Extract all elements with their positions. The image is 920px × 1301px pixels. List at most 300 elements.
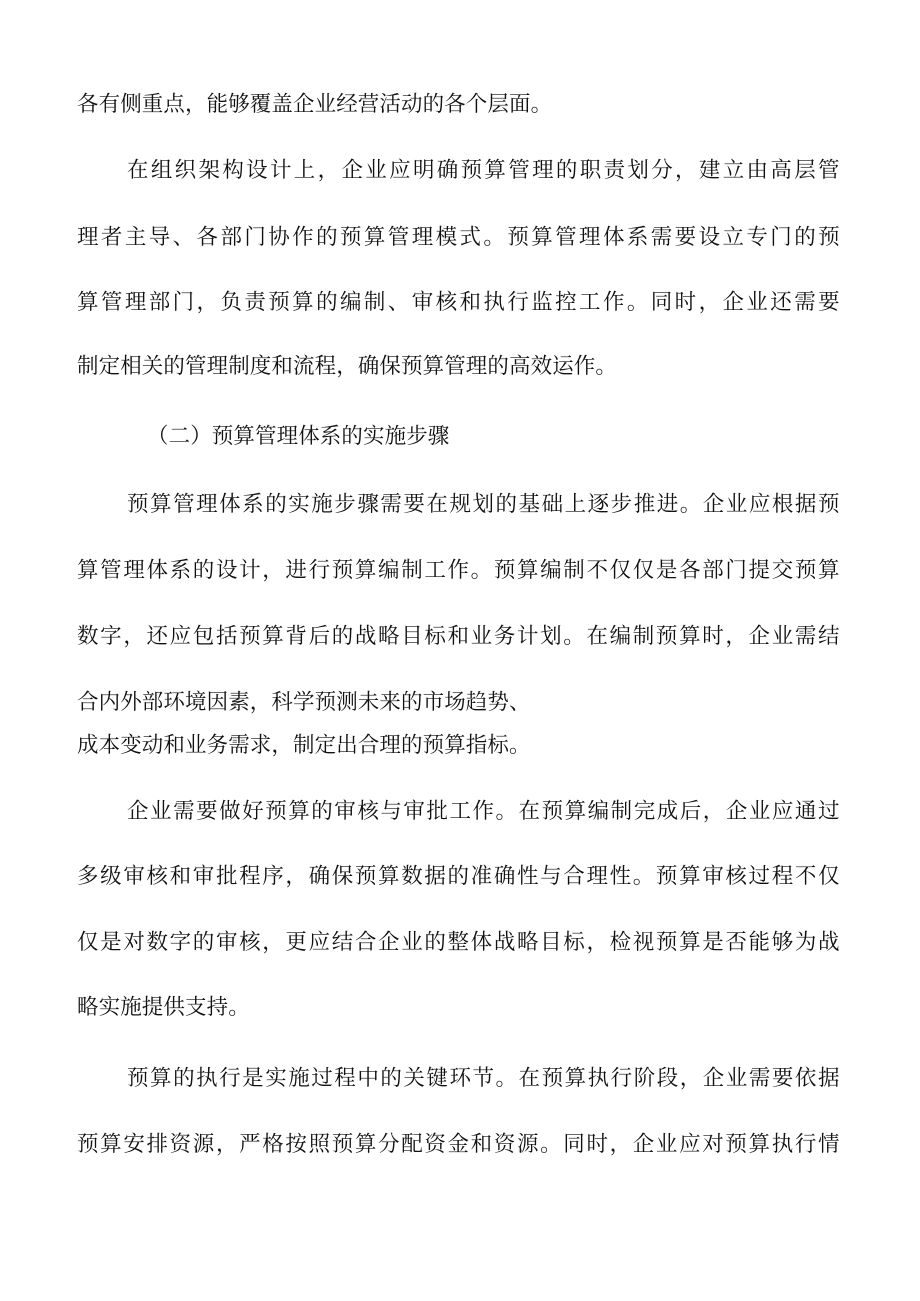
- text-glyph: 预: [507, 225, 529, 250]
- text-glyph: 核: [239, 930, 261, 955]
- body-text-line: 各有侧重点，能够覆盖企业经营活动的各个层面。: [77, 92, 553, 117]
- text-glyph: 、: [387, 290, 410, 315]
- text-glyph: 算: [679, 864, 701, 889]
- text-glyph: 立: [722, 225, 745, 250]
- text-glyph: 制: [401, 558, 423, 583]
- text-glyph: 行: [219, 1066, 241, 1091]
- text-glyph: 门: [725, 558, 747, 583]
- text-glyph: 需: [650, 225, 673, 250]
- text-glyph: 准: [470, 864, 493, 889]
- text-glyph: 情: [818, 1132, 840, 1157]
- text-glyph: 制: [363, 290, 386, 315]
- body-text-line: [77, 223, 840, 253]
- text-glyph: 预: [127, 492, 149, 517]
- text-glyph: 执: [771, 1132, 794, 1157]
- text-glyph: 部: [148, 290, 171, 315]
- text-glyph: 高: [770, 158, 792, 183]
- text-glyph: ，: [123, 624, 145, 649]
- text-glyph: 行: [507, 290, 529, 315]
- text-glyph: 分: [378, 1132, 400, 1157]
- text-glyph: 合: [563, 864, 585, 889]
- text-glyph: 预: [239, 624, 261, 649]
- text-glyph: 预: [541, 1066, 564, 1091]
- text-glyph: 式: [459, 225, 482, 250]
- text-glyph: ，: [317, 158, 340, 183]
- text-glyph: 资: [169, 1132, 192, 1157]
- text-glyph: 不: [794, 864, 817, 889]
- text-glyph: 逐: [587, 492, 610, 517]
- text-glyph: 作: [292, 225, 314, 250]
- text-glyph: 核: [357, 799, 379, 824]
- text-glyph: 据: [424, 864, 446, 889]
- text-glyph: 后: [308, 624, 331, 649]
- text-glyph: 预: [818, 225, 840, 250]
- paragraph-first-line: [127, 156, 840, 186]
- text-glyph: 。: [495, 1066, 518, 1091]
- text-glyph: 作: [472, 799, 495, 824]
- text-glyph: 排: [146, 1132, 169, 1157]
- body-text-line: 制定相关的管理制度和流程，确保预算管理的高效运作。: [77, 354, 618, 379]
- text-glyph: 数: [146, 930, 169, 955]
- body-text-line: 成本变动和业务需求，制定出合理的预算指标。: [77, 733, 531, 758]
- text-glyph: 执: [196, 1066, 218, 1091]
- text-glyph: 仅: [609, 558, 632, 583]
- text-glyph: 程: [239, 864, 261, 889]
- text-glyph: 完: [633, 799, 656, 824]
- text-glyph: 企: [702, 492, 725, 517]
- text-glyph: 需: [380, 492, 402, 517]
- text-glyph: 预: [655, 624, 678, 649]
- text-glyph: 算: [378, 864, 400, 889]
- text-glyph: 的: [192, 930, 215, 955]
- text-glyph: 字: [100, 624, 122, 649]
- text-glyph: 编: [378, 558, 400, 583]
- text-glyph: 企: [702, 1066, 725, 1091]
- text-glyph: 算: [77, 290, 99, 315]
- text-glyph: 需: [794, 624, 817, 649]
- text-glyph: 应: [679, 1132, 701, 1157]
- text-glyph: 审: [403, 799, 425, 824]
- text-glyph: 体: [470, 930, 493, 955]
- text-glyph: 。: [679, 492, 702, 517]
- text-glyph: 算: [679, 624, 701, 649]
- text-glyph: 略: [378, 624, 400, 649]
- text-glyph: 预: [265, 799, 287, 824]
- text-glyph: 格: [262, 1132, 284, 1157]
- text-glyph: 门: [770, 225, 792, 250]
- text-glyph: 对: [702, 1132, 724, 1157]
- text-glyph: 保: [331, 864, 354, 889]
- text-glyph: ，: [262, 930, 284, 955]
- text-glyph: ，: [725, 624, 747, 649]
- text-glyph: 各: [679, 558, 701, 583]
- text-glyph: 管: [508, 158, 530, 183]
- text-glyph: 好: [242, 799, 264, 824]
- text-glyph: ，: [262, 558, 284, 583]
- text-glyph: 资: [493, 1132, 516, 1157]
- text-glyph: 责: [603, 158, 626, 183]
- text-glyph: 据: [794, 492, 817, 517]
- text-glyph: 监: [531, 290, 553, 315]
- text-glyph: 与: [380, 799, 402, 824]
- text-glyph: 算: [748, 1132, 771, 1157]
- text-glyph: 业: [401, 930, 423, 955]
- text-glyph: 的: [316, 225, 338, 250]
- text-glyph: ，: [285, 864, 308, 889]
- body-text-line: [77, 288, 840, 318]
- text-glyph: 行: [610, 1066, 633, 1091]
- text-glyph: 理: [411, 225, 434, 250]
- text-glyph: 预: [339, 225, 362, 250]
- text-glyph: 管: [818, 158, 840, 183]
- text-glyph: 施: [288, 1066, 310, 1091]
- text-glyph: 管: [100, 290, 123, 315]
- text-glyph: 批: [426, 799, 449, 824]
- text-glyph: 包: [192, 624, 215, 649]
- body-text-line: [77, 862, 840, 892]
- text-glyph: 按: [285, 1132, 308, 1157]
- text-glyph: 审: [123, 864, 145, 889]
- text-glyph: 上: [564, 492, 587, 517]
- text-glyph: 划: [627, 158, 649, 183]
- text-glyph: 实: [288, 492, 310, 517]
- text-glyph: ，: [196, 290, 219, 315]
- text-glyph: 计: [239, 558, 261, 583]
- text-glyph: 是: [655, 558, 678, 583]
- text-glyph: 环: [449, 1066, 472, 1091]
- text-glyph: 在: [518, 1066, 541, 1091]
- text-glyph: 需: [794, 290, 816, 315]
- text-glyph: 业: [771, 624, 794, 649]
- text-glyph: 门: [172, 290, 195, 315]
- text-glyph: 体: [146, 558, 169, 583]
- text-glyph: 预: [794, 558, 817, 583]
- text-glyph: 算: [100, 1132, 122, 1157]
- text-glyph: 部: [220, 225, 243, 250]
- text-glyph: 要: [818, 290, 840, 315]
- text-glyph: 预: [460, 158, 483, 183]
- text-glyph: 过: [311, 1066, 333, 1091]
- text-glyph: 多: [77, 864, 99, 889]
- text-glyph: 审: [192, 864, 215, 889]
- paragraph-first-line: [127, 797, 840, 827]
- text-glyph: 的: [192, 558, 215, 583]
- text-glyph: 算: [77, 558, 99, 583]
- text-glyph: 建: [698, 158, 721, 183]
- text-glyph: 系: [169, 558, 192, 583]
- text-glyph: 企: [725, 799, 748, 824]
- text-glyph: 源: [192, 1132, 215, 1157]
- text-glyph: ，: [675, 158, 697, 183]
- text-glyph: 基: [518, 492, 541, 517]
- text-glyph: 能: [748, 930, 771, 955]
- text-glyph: 核: [435, 290, 458, 315]
- text-glyph: 编: [609, 624, 632, 649]
- text-glyph: 算: [484, 158, 507, 183]
- text-glyph: 责: [244, 290, 266, 315]
- text-glyph: 段: [656, 1066, 679, 1091]
- text-glyph: 核: [725, 864, 747, 889]
- text-glyph: 企: [722, 290, 745, 315]
- text-glyph: 结: [818, 624, 840, 649]
- text-glyph: 算: [564, 1066, 587, 1091]
- text-glyph: 标: [424, 624, 446, 649]
- text-glyph: 编: [339, 290, 362, 315]
- text-glyph: ，: [679, 1066, 702, 1091]
- text-glyph: 预: [77, 1132, 99, 1157]
- text-glyph: 执: [483, 290, 506, 315]
- text-glyph: 时: [586, 1132, 609, 1157]
- text-glyph: 管: [387, 225, 410, 250]
- text-glyph: ，: [702, 799, 725, 824]
- text-glyph: 施: [311, 492, 333, 517]
- text-glyph: 业: [365, 158, 387, 183]
- text-glyph: 预: [331, 558, 354, 583]
- body-text-line: [77, 556, 840, 586]
- text-glyph: 性: [516, 864, 539, 889]
- text-glyph: 工: [449, 799, 472, 824]
- paragraph-first-line: [127, 1064, 840, 1094]
- text-glyph: 级: [100, 864, 122, 889]
- text-glyph: 。: [626, 290, 649, 315]
- text-glyph: 础: [541, 492, 564, 517]
- text-glyph: 制: [610, 799, 633, 824]
- text-glyph: 严: [239, 1132, 261, 1157]
- text-glyph: 步: [610, 492, 633, 517]
- text-glyph: 体: [602, 225, 625, 250]
- text-glyph: 编: [587, 799, 610, 824]
- text-glyph: 企: [378, 930, 400, 955]
- text-glyph: 作: [602, 290, 625, 315]
- text-glyph: 程: [334, 1066, 356, 1091]
- text-glyph: 预: [331, 1132, 354, 1157]
- text-glyph: 计: [516, 624, 539, 649]
- text-glyph: 结: [331, 930, 354, 955]
- text-glyph: 序: [262, 864, 284, 889]
- text-glyph: 务: [493, 624, 516, 649]
- text-glyph: 要: [674, 225, 697, 250]
- body-text-line: 略实施提供支持。: [77, 995, 250, 1020]
- text-glyph: 骤: [357, 492, 379, 517]
- text-glyph: 理: [586, 864, 609, 889]
- text-glyph: 和: [470, 1132, 493, 1157]
- text-glyph: 战: [818, 930, 840, 955]
- text-glyph: 视: [632, 930, 655, 955]
- text-glyph: 仅: [818, 864, 840, 889]
- text-glyph: 立: [722, 158, 745, 183]
- text-glyph: 业: [470, 624, 493, 649]
- text-glyph: 由: [746, 158, 769, 183]
- text-glyph: 确: [493, 864, 516, 889]
- text-glyph: 设: [215, 558, 238, 583]
- text-glyph: 同: [563, 1132, 585, 1157]
- text-glyph: 做: [219, 799, 241, 824]
- text-glyph: 的: [424, 930, 446, 955]
- text-glyph: 的: [311, 799, 333, 824]
- text-glyph: 核: [146, 864, 169, 889]
- text-glyph: 照: [308, 1132, 331, 1157]
- text-glyph: 业: [150, 799, 172, 824]
- text-glyph: 模: [435, 225, 458, 250]
- text-glyph: 划: [540, 624, 562, 649]
- text-glyph: 理: [124, 290, 147, 315]
- text-glyph: 目: [540, 930, 562, 955]
- body-text-line: [77, 622, 840, 652]
- text-glyph: 企: [748, 624, 771, 649]
- text-glyph: 目: [401, 624, 423, 649]
- text-glyph: 协: [268, 225, 290, 250]
- text-glyph: 算: [531, 225, 553, 250]
- text-glyph: 是: [702, 930, 724, 955]
- text-glyph: 预: [354, 864, 377, 889]
- text-glyph: 还: [770, 290, 792, 315]
- text-glyph: 预: [268, 290, 290, 315]
- text-glyph: 算: [262, 624, 284, 649]
- text-glyph: 依: [794, 1066, 817, 1091]
- text-glyph: 需: [748, 1066, 771, 1091]
- text-glyph: 略: [516, 930, 539, 955]
- body-text-line: 合内外部环境因素，科学预测未来的市场趋势、: [77, 690, 531, 715]
- text-glyph: 战: [493, 930, 516, 955]
- text-glyph: 负: [220, 290, 243, 315]
- text-glyph: 审: [334, 799, 356, 824]
- text-glyph: 理: [579, 225, 601, 250]
- text-glyph: 应: [389, 158, 411, 183]
- text-glyph: 划: [472, 492, 495, 517]
- text-glyph: 应: [748, 492, 771, 517]
- text-glyph: 在: [426, 492, 449, 517]
- text-glyph: 中: [357, 1066, 379, 1091]
- text-glyph: 算: [150, 1066, 172, 1091]
- text-glyph: 要: [771, 1066, 794, 1091]
- text-glyph: 与: [540, 864, 562, 889]
- text-glyph: 是: [242, 1066, 264, 1091]
- text-glyph: 据: [817, 1066, 840, 1091]
- text-glyph: 还: [146, 624, 169, 649]
- text-glyph: 资: [424, 1132, 446, 1157]
- text-glyph: 为: [794, 930, 817, 955]
- text-glyph: 要: [403, 492, 425, 517]
- text-glyph: 确: [436, 158, 459, 183]
- text-glyph: 后: [679, 799, 702, 824]
- text-glyph: 理: [196, 492, 218, 517]
- text-glyph: 上: [293, 158, 316, 183]
- text-glyph: 节: [472, 1066, 495, 1091]
- text-glyph: 战: [354, 624, 377, 649]
- text-glyph: 业: [725, 1066, 748, 1091]
- text-glyph: 时: [674, 290, 697, 315]
- text-glyph: 的: [173, 1066, 195, 1091]
- text-glyph: 企: [127, 799, 149, 824]
- text-glyph: 同: [650, 290, 673, 315]
- text-glyph: 的: [555, 158, 578, 183]
- text-glyph: 提: [748, 558, 771, 583]
- text-glyph: 是: [100, 930, 122, 955]
- text-glyph: 应: [169, 624, 192, 649]
- text-glyph: 预: [725, 1132, 747, 1157]
- text-glyph: 系: [626, 225, 649, 250]
- text-glyph: 管: [173, 492, 195, 517]
- text-glyph: 体: [219, 492, 241, 517]
- text-glyph: 预: [655, 864, 678, 889]
- text-glyph: 设: [698, 225, 721, 250]
- text-glyph: 工: [424, 558, 446, 583]
- text-glyph: 对: [123, 930, 145, 955]
- text-glyph: 企: [632, 1132, 655, 1157]
- text-glyph: 理: [532, 158, 554, 183]
- text-glyph: 职: [579, 158, 602, 183]
- text-glyph: 工: [579, 290, 601, 315]
- text-glyph: 组: [150, 158, 173, 183]
- text-glyph: 的: [495, 492, 518, 517]
- text-glyph: 审: [702, 864, 724, 889]
- text-glyph: ，: [215, 1132, 238, 1157]
- text-glyph: 算: [292, 290, 314, 315]
- text-glyph: 合: [354, 930, 377, 955]
- text-glyph: 业: [655, 1132, 678, 1157]
- text-glyph: 不: [586, 558, 609, 583]
- text-glyph: ，: [609, 1132, 632, 1157]
- text-glyph: 否: [725, 930, 747, 955]
- text-glyph: 算: [564, 799, 587, 824]
- text-glyph: 导: [148, 225, 171, 250]
- text-glyph: 理: [77, 225, 99, 250]
- text-glyph: 安: [123, 1132, 145, 1157]
- text-glyph: 算: [150, 492, 172, 517]
- text-glyph: 明: [412, 158, 435, 183]
- text-glyph: 的: [331, 624, 354, 649]
- text-glyph: 各: [196, 225, 219, 250]
- text-glyph: 和: [459, 290, 482, 315]
- text-glyph: 算: [288, 799, 310, 824]
- text-glyph: 行: [308, 558, 331, 583]
- text-glyph: 性: [609, 864, 632, 889]
- text-glyph: 。: [495, 799, 518, 824]
- text-glyph: 成: [656, 799, 679, 824]
- text-glyph: 源: [516, 1132, 539, 1157]
- text-glyph: 审: [215, 930, 238, 955]
- text-glyph: 。: [483, 225, 506, 250]
- text-glyph: 架: [198, 158, 221, 183]
- text-glyph: 括: [215, 624, 238, 649]
- text-glyph: 行: [794, 1132, 817, 1157]
- text-glyph: 数: [401, 864, 423, 889]
- text-glyph: 要: [196, 799, 218, 824]
- text-glyph: 时: [702, 624, 724, 649]
- text-glyph: 企: [341, 158, 364, 183]
- text-glyph: 、: [172, 225, 195, 250]
- text-glyph: 需: [173, 799, 195, 824]
- text-glyph: 进: [285, 558, 308, 583]
- text-glyph: 的: [447, 864, 470, 889]
- text-glyph: 的: [794, 225, 816, 250]
- text-glyph: 预: [127, 1066, 149, 1091]
- text-glyph: 批: [215, 864, 238, 889]
- text-glyph: 业: [748, 799, 771, 824]
- paragraph-first-line: [127, 490, 840, 520]
- text-glyph: 的: [316, 290, 338, 315]
- text-glyph: 。: [470, 558, 493, 583]
- text-glyph: 管: [100, 558, 122, 583]
- text-glyph: 字: [169, 930, 192, 955]
- text-glyph: 。: [540, 1132, 562, 1157]
- text-glyph: 的: [380, 1066, 402, 1091]
- text-glyph: 更: [285, 930, 308, 955]
- text-glyph: ，: [698, 290, 721, 315]
- text-glyph: 业: [746, 290, 768, 315]
- text-glyph: 审: [411, 290, 434, 315]
- text-glyph: 在: [586, 624, 609, 649]
